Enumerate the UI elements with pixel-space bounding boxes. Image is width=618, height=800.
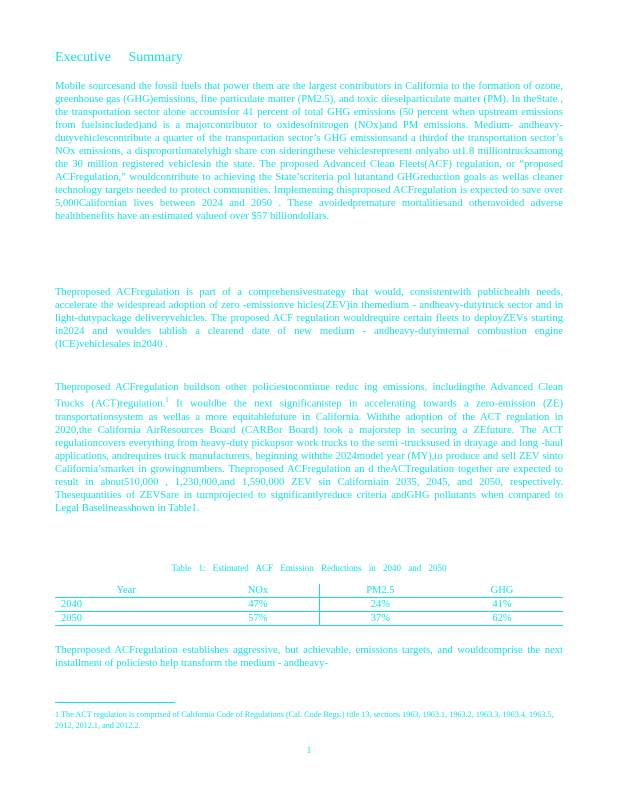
footnote-reference: 1 <box>165 396 169 404</box>
paragraph-intro: Mobile sourcesand the fossil fuels that power them are the largest contributors in California to the formation of ozone, greenhouse gas (GHG)emissions, fine particulate matter (PM2.5), and toxic dieselparticulate matter (PM). In theState , the transportation sector alone accountsfor 41 percent of total GHG emissions (50 percent when upstream emissions from fuelsincluded)and is a majorcontributor to oxidesofnitrogen (NOx)and PM emissions. Medium- andheavy-dutyvehiclescontribute a quarter of the transportation sector’s GHG emissionsand a thirdof the transportation sector’s NOx emissions, a disproportionatelyhigh share con sideringthese vehiclesrepresent onlyabo ut1.8 milliontrucksamong the 30 million registered vehiclesin the state. The proposed Advanced Clean Fleets(ACF) regulation, or “proposed ACFregulation,” wouldcontribute to achieving the State’scriteria pol lutantand GHGreduction goals as wellas cleaner technology targets needed to protect communities. Implementing thisproposed ACFregulation is expected to save over 5,000Californian lives between 2024 and 2050 . These avoidedpremature mortalitiesand otheravoided adverse healthbenefits have an estimated valueof over $57 billiondollars. <box>55 81 563 222</box>
cell-pm25: 37% <box>319 612 441 626</box>
header-nox: NOx <box>197 584 319 598</box>
footnote-divider <box>55 702 175 703</box>
cell-year: 2050 <box>55 612 197 626</box>
emission-reductions-table <box>55 584 563 626</box>
cell-ghg: 41% <box>441 598 563 612</box>
header-pm25: PM2.5 <box>319 584 441 598</box>
cell-pm25: 24% <box>319 598 441 612</box>
table-row <box>55 598 563 612</box>
paragraph-targets: Theproposed ACFregulation establishes aggressive, but achievable, emissions targets, and wouldcomprise the next installment of policiesto help transform the medium - andheavy- <box>55 645 563 669</box>
table-header-row <box>55 584 563 598</box>
paragraph-act-regulation: Theproposed ACFregulation buildson other policiestocontinue reduc ing emissions, includingthe Advanced Clean Trucks (ACT)regulation.$^1$ It wouldbe the next significantstep in accelerating towards a zero-emission (ZE) transportationsystem as wellas a more equitablefuture in California. Withthe adoption of the ACT regulation in 2020,the California AirResources Board (CARBor Board) took a majorstep in securing a ZEfuture. The ACT regulationcovers everything from heavy-duty pickupsor work trucks to the semi -trucksused in drayage and long -haul applications, andrequires truck manufacturers, beginning withthe 2024model year (MY),to produce and sell ZEV sinto California’smarket in growingnumbers. Theproposed ACFregulation an d theACTregulation together are expected to result in about510,000 , 1,230,000,and 1,590,000 ZEV sin Californiain 2035, 2045, and 2050, respectively. Thesequantities of ZEVSare in turnprojected to significantlyreduce criteria andGHG pollutants when compared to Legal Baselineasshown in Table1. <box>55 382 563 514</box>
section-heading: Executive Summary <box>55 50 183 65</box>
table-caption: Table 1: Estimated ACF Emission Reductions in 2040 and 2050 <box>171 563 447 573</box>
header-ghg: GHG <box>441 584 563 598</box>
cell-nox: 57% <box>197 612 319 626</box>
cell-nox: 47% <box>197 598 319 612</box>
header-year: Year <box>55 584 197 598</box>
table-row <box>55 612 563 626</box>
cell-year: 2040 <box>55 598 197 612</box>
page-number: 1 <box>306 745 312 755</box>
paragraph-strategy: Theproposed ACFregulation is part of a comprehensivestrategy that would, consistentwith publichealth needs, accelerate the widespread adoption of zero -emissionve hicles(ZEV)in themedium - andheavy-dutytruck sector and in light-dutypackage deliveryvehicles. The proposed ACF regulation wouldrequire certain fleets to deployZEVs starting in2024 and wouldes tablish a clearend date of new medium - andheavy-dutyinternal combustion engine (ICE)vehiclesales in2040 . <box>55 287 563 350</box>
cell-ghg: 62% <box>441 612 563 626</box>
footnote: 1 The ACT regulation is comprised of California Code of Regulations (Cal. Code Regs.) title 13, sections 1963, 1963.1, 1963.2, 1963.3, 1963.4, 1963.5, 2012, 2012.1, and 2012.2. <box>55 710 554 730</box>
